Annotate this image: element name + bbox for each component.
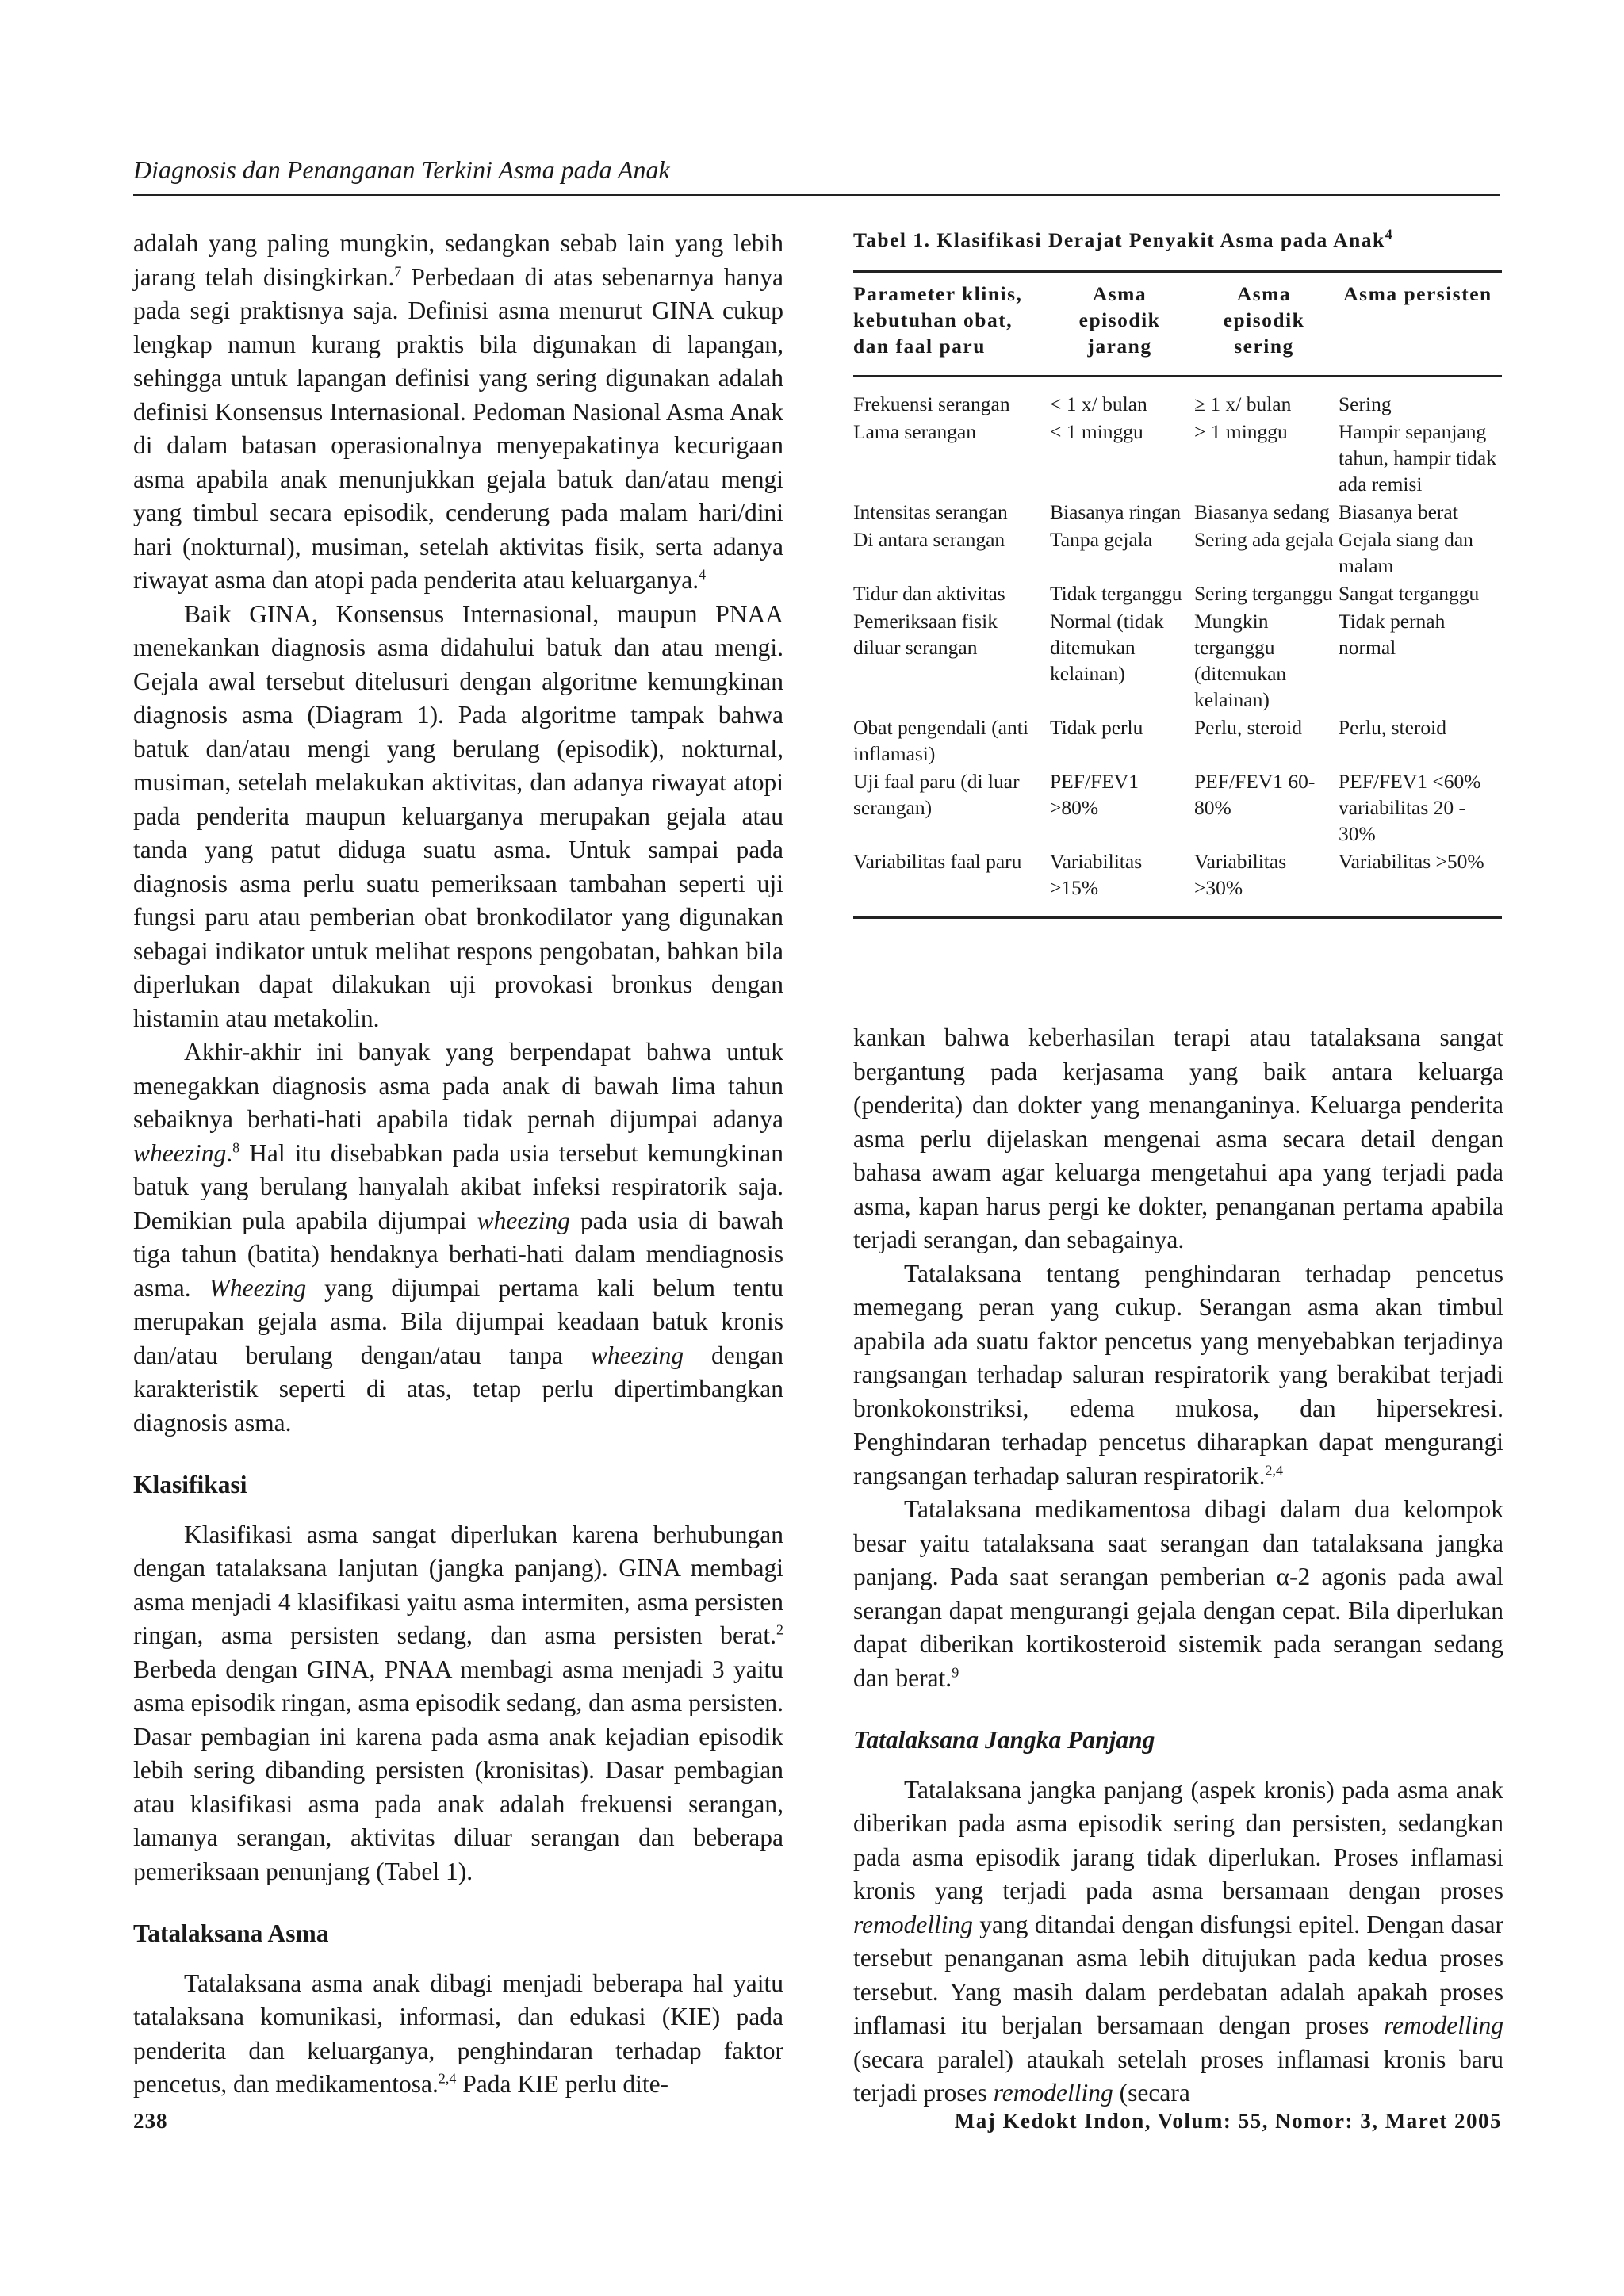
paragraph: adalah yang paling mungkin, sedangkan sebab lain yang lebih jarang telah disingkirkan.$^7$ Perbedaan di atas sebenarnya hanya pada segi praktisnya saja. Definisi asma menurut GINA cukup lengkap namun kurang praktis bila digunakan di lapangan, sehingga untuk lapangan definisi yang sering digunakan adalah definisi Konsensus Internasional. Pedoman Nasional Asma Anak di dalam batasan operasionalnya menyepakatinya kecurigaan asma apabila anak menunjukkan gejala batuk dan/atau mengi yang timbul secara episodik, cenderung pada malam hari/dini hari (nokturnal), musiman, setelah aktivitas fisik, serta adanya riwayat asma dan atopi pada penderita atau keluarganya.$^4$ bbox=[133, 229, 784, 594]
section-heading-klasifikasi: Klasifikasi bbox=[133, 1471, 247, 1498]
table-header-row bbox=[853, 272, 1502, 377]
paragraph: Tatalaksana medikamentosa dibagi dalam dua kelompok besar yaitu tatalaksana saat serangan dan tatalaksana jangka panjang. Pada saat serangan pemberian α-2 agonis pada awal serangan dapat mengurangi gejala dengan cepat. Bila diperlukan dapat diberikan kortikosteroid sistemik pada serangan sedang dan berat.$^9$ bbox=[853, 1495, 1503, 1692]
journal-citation: Maj Kedokt Indon, Volum: 55, Nomor: 3, Maret 2005 bbox=[954, 2109, 1502, 2133]
table-row: Variabilitas faal paru Variabilitas >15% Variabilitas >30% Variabilitas >50% bbox=[853, 848, 1502, 918]
paragraph: Tatalaksana jangka panjang (aspek kronis) pada asma anak diberikan pada asma episodik sering dan persisten, sedangkan pada asma episodik jarang tidak diperlukan. Proses inflamasi kronis yang terjadi pada asma bersamaan dengan proses remodelling yang ditandai dengan disfungsi epitel. Dengan dasar tersebut penanganan asma lebih ditujukan pada kedua proses tersebut. Yang masih dalam perdebatan adalah apakah proses inflamasi itu berjalan bersamaan dengan proses remodelling (secara paralel) ataukah setelah proses inflamasi kronis baru terjadi proses remodelling (secara bbox=[853, 1775, 1503, 2107]
table-header: Asma episodik sering bbox=[1194, 272, 1339, 377]
page-number: 238 bbox=[133, 2109, 168, 2133]
table-row: Frekuensi serangan < 1 x/ bulan ≥ 1 x/ bulan Sering bbox=[853, 392, 1392, 415]
paragraph: Baik GINA, Konsensus Internasional, maupun PNAA menekankan diagnosis asma didahului batuk dan atau mengi. Gejala awal tersebut ditelusuri dengan algoritme kemungkinan diagnosis asma (Diagram 1). Pada algoritme tampak bahwa batuk dan/atau mengi yang berulang (episodik), nokturnal, musiman, setelah melakukan aktivitas, dan adanya riwayat atopi pada penderita maupun keluarganya merupakan gejala atau tanda yang patut diduga suatu asma. Untuk sampai pada diagnosis asma perlu suatu pemeriksaan tambahan seperti uji fungsi paru atau pemberian obat bronkodilator yang digunakan sebagai indikator untuk melihat respons pengobatan, bahkan bila diperlukan dapat dilakukan uji provokasi bronkus dengan histamin atau metakolin. bbox=[133, 599, 783, 1032]
paragraph: kankan bahwa keberhasilan terapi atau tatalaksana sangat bergantung pada kerjasama yang baik antara keluarga (penderita) dan dokter yang menanganinya. Keluarga penderita asma perlu dijelaskan mengenai asma secara detail dengan bahasa awam agar keluarga mengetahui apa yang terjadi pada asma, kapan harus pergi ke dokter, penanganan pertama apabila terjadi serangan, dan sebagainya. bbox=[853, 1024, 1503, 1253]
table-row: Tidur dan aktivitas Tidak terganggu Sering terganggu Sangat terganggu bbox=[853, 582, 1480, 605]
paragraph: Tatalaksana asma anak dibagi menjadi beberapa hal yaitu tatalaksana komunikasi, informasi, dan edukasi (KIE) pada penderita dan keluarganya, penghindaran terhadap faktor pencetus, dan medikamentosa.$^{2,4}$ Pada KIE perlu dite- bbox=[133, 1969, 783, 2098]
paragraph: Tatalaksana tentang penghindaran terhadap pencetus memegang peran yang cukup. Serangan asma akan timbul apabila ada suatu faktor pencetus yang menyebabkan terjadinya rangsangan terhadap saluran respiratorik yang berakibat terjadi bronkokonstriksi, edema mukosa, dan hipersekresi. Penghindaran terhadap pencetus diharapkan dapat mengurangi rangsangan terhadap saluran respiratorik.$^{2,4}$ bbox=[853, 1259, 1503, 1490]
table-row: Intensitas serangan Biasanya ringan Biasanya sedang Biasanya berat bbox=[853, 500, 1458, 523]
running-header: Diagnosis dan Penanganan Terkini Asma pada Anak bbox=[133, 155, 1500, 196]
section-heading-tatalaksana: Tatalaksana Asma bbox=[133, 1919, 329, 1947]
section-heading-jangka-panjang: Tatalaksana Jangka Panjang bbox=[853, 1726, 1155, 1754]
table-caption: Tabel 1. Klasifikasi Derajat Penyakit Asma pada Anak$^4$ bbox=[853, 226, 1394, 251]
classification-table bbox=[853, 227, 1502, 919]
table-row: Uji faal paru (di luar serangan) PEF/FEV1 >80% PEF/FEV1 60-80% PEF/FEV1 <60% variabilitas 20 - 30% bbox=[853, 770, 1481, 845]
table-row: Pemeriksaan fisik diluar serangan Normal (tidak ditemukan kelainan) Mungkin terganggu (ditemukan kelainan) Tidak pernah normal bbox=[853, 610, 1446, 711]
table-header: Asma episodik jarang bbox=[1050, 272, 1194, 377]
paragraph: Akhir-akhir ini banyak yang berpendapat bahwa untuk menegakkan diagnosis asma pada anak di bawah lima tahun sebaiknya berhati-hati apabila tidak pernah dijumpai adanya wheezing.$^8$ Hal itu disebabkan pada usia tersebut kemungkinan batuk yang berulang hanyalah akibat infeksi respiratorik saja. Demikian pula apabila dijumpai wheezing pada usia di bawah tiga tahun (batita) hendaknya berhati-hati dalam mendiagnosis asma. Wheezing yang dijumpai pertama kali belum tentu merupakan gejala asma. Bila dijumpai keadaan batuk kronis dan/atau berulang dengan/atau tanpa wheezing dengan karakteristik seperti di atas, tetap perlu dipertimbangkan diagnosis asma. bbox=[133, 1038, 784, 1437]
table-row: Lama serangan < 1 minggu > 1 minggu Hampir sepanjang tahun, hampir tidak ada remisi bbox=[853, 420, 1496, 496]
paragraph: Klasifikasi asma sangat diperlukan karena berhubungan dengan tatalaksana lanjutan (jangka panjang). GINA membagi asma menjadi 4 klasifikasi yaitu asma intermiten, asma persisten ringan, asma persisten sedang, dan asma persisten berat.$^2$ Berbeda dengan GINA, PNAA membagi asma menjadi 3 yaitu asma episodik ringan, asma episodik sedang, dan asma persisten. Dasar pembagian ini karena pada asma anak kejadian episodik lebih sering dibanding persisten (kronisitas). Dasar pembagian atau klasifikasi asma pada anak adalah frekuensi serangan, lamanya serangan, aktivitas diluar serangan dan beberapa pemeriksaan penunjang (Tabel 1). bbox=[133, 1520, 783, 1885]
table-header: Asma persisten bbox=[1339, 272, 1502, 377]
table-row: Di antara serangan Tanpa gejala Sering ada gejala Gejala siang dan malam bbox=[853, 528, 1473, 577]
right-column bbox=[853, 1021, 1503, 2110]
left-column bbox=[133, 227, 783, 2102]
table-header: Parameter klinis, kebutuhan obat, dan faal paru bbox=[853, 272, 1050, 377]
table-row: Obat pengendali (anti inflamasi) Tidak perlu Perlu, steroid Perlu, steroid bbox=[853, 716, 1446, 765]
